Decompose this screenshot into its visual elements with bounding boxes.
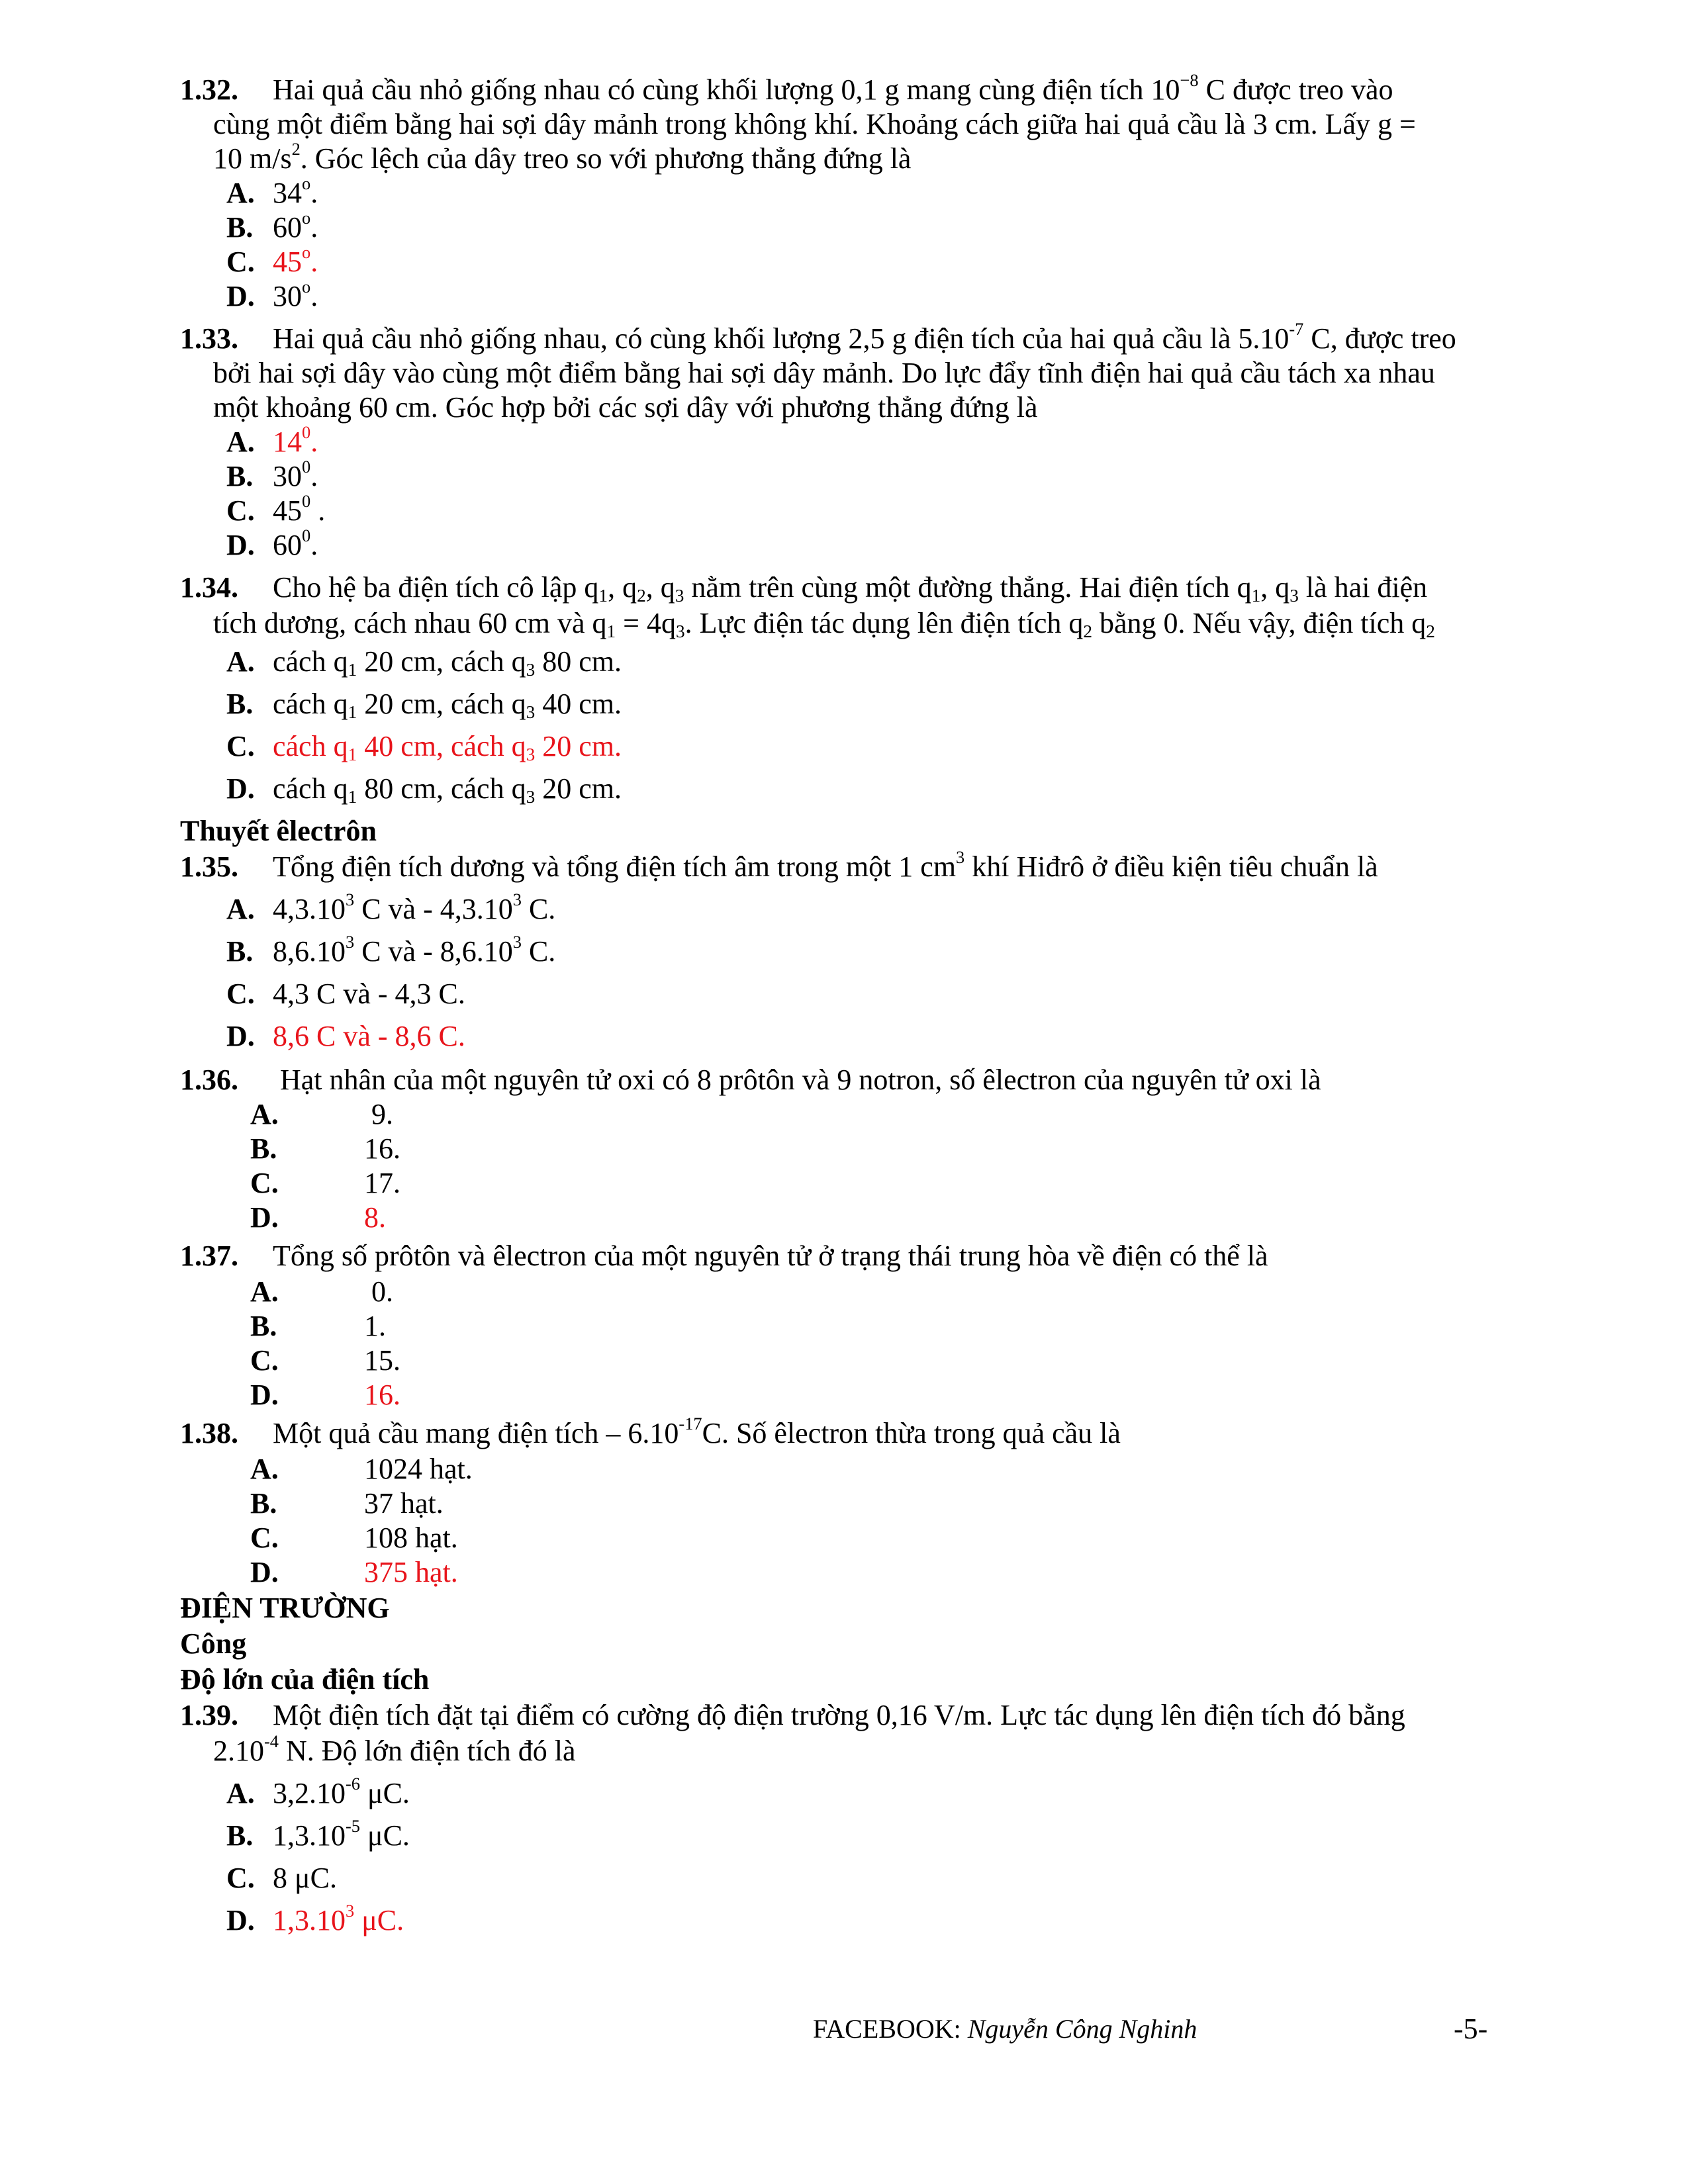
correct-answer: 8,6 C và - 8,6 C. xyxy=(273,1020,465,1052)
question-1-38-line1: 1.38. Một quả cầu mang điện tích – $6.10^{-17}C$. Số êlectron thừa trong quả cầu là xyxy=(180,1414,1121,1449)
question-1-35-line1: 1.35. Tổng điện tích dương và tổng điện tích âm trong một 1 $cm^3$ khí Hiđrô ở điều kiện tiêu chuẩn là xyxy=(180,847,1378,883)
option-c: C. 4,3 C và - 4,3 C. xyxy=(226,978,465,1010)
correct-answer: cách $q_1$ 40 cm, cách $q_3$ 20 cm. xyxy=(273,730,622,764)
correct-answer: 45$^o$. xyxy=(273,242,318,278)
question-1-32-line3: 10 $m/s^2$. Góc lệch của dây treo so với phương thẳng đứng là xyxy=(213,139,912,175)
question-number: 1.36. xyxy=(180,1064,238,1096)
option-a: A. 4,3.10$^3$ C và - 4,3.10$^3$ C. xyxy=(226,889,556,925)
section-heading: Công xyxy=(180,1627,247,1660)
option-b: B. $1,3.10^{-5}$ μC. xyxy=(226,1816,410,1852)
option-d: D. $60^0$. xyxy=(226,525,318,561)
section-heading: Thuyết êlectrôn xyxy=(180,815,377,847)
correct-answer: 16. xyxy=(364,1379,400,1411)
option-a: A. 34$^o$. xyxy=(226,173,318,209)
question-1-34-line2: tích dương, cách nhau 60 cm và $q_1 = 4q_3$. Lực điện tác dụng lên điện tích $q_2$ bằng 0. Nếu vậy, điện tích $q_2$ xyxy=(213,607,1435,641)
correct-answer: $14^0$. xyxy=(273,422,318,458)
option-d: D. cách $q_1$ 80 cm, cách $q_3$ 20 cm. xyxy=(226,772,622,807)
option-a: A. 0. xyxy=(250,1275,393,1308)
question-1-32-line1: 1.32. Hai quả cầu nhỏ giống nhau có cùng khối lượng 0,1 g mang cùng điện tích $10^{-8}$ C được treo vào xyxy=(180,70,1393,106)
option-b: B. $30^0$. xyxy=(226,457,318,492)
question-number: 1.34. xyxy=(180,571,238,604)
option-b: B. 1. xyxy=(250,1310,386,1342)
question-number: 1.33. xyxy=(180,322,238,355)
option-d: D. 30$^o$. xyxy=(226,277,318,312)
option-a: A. cách $q_1$ 20 cm, cách $q_3$ 80 cm. xyxy=(226,645,622,680)
option-a: A. 9. xyxy=(250,1098,393,1130)
page-number: -5- xyxy=(1454,2013,1488,2045)
option-c: C. $45^0$ . xyxy=(226,491,326,527)
option-a: A. $14^0$. xyxy=(226,422,318,458)
question-number: 1.39. xyxy=(180,1699,238,1731)
question-number: 1.38. xyxy=(180,1417,238,1449)
question-1-37-line1: 1.37. Tổng số prôtôn và êlectron của một nguyên tử ở trạng thái trung hòa về điện có thể là xyxy=(180,1240,1268,1272)
option-c: C. 45$^o$. xyxy=(226,242,318,278)
question-number: 1.32. xyxy=(180,73,238,106)
option-b: B. 37 hạt. xyxy=(250,1487,444,1520)
question-1-39-line2: $2.10^{-4}$ N. Độ lớn điện tích đó là xyxy=(213,1731,576,1767)
option-a: A. $3,2.10^{-6}$ μC. xyxy=(226,1774,410,1809)
question-1-36-line1: 1.36. Hạt nhân của một nguyên tử oxi có 8 prôtôn và 9 notron, số êlectron của nguyên tử oxi là xyxy=(180,1064,1321,1096)
question-1-32-line2: cùng một điểm bằng hai sợi dây mảnh trong không khí. Khoảng cách giữa hai quả cầu là 3 cm. Lấy g = xyxy=(213,108,1416,140)
footer-credit: FACEBOOK: Nguyễn Công Nghinh xyxy=(813,2014,1197,2044)
option-a: A. 1024 hạt. xyxy=(250,1453,473,1485)
option-c: C. 17. xyxy=(250,1167,400,1199)
correct-answer: 375 hạt. xyxy=(364,1556,458,1588)
option-c: C. cách $q_1$ 40 cm, cách $q_3$ 20 cm. xyxy=(226,730,622,764)
section-heading: Độ lớn của điện tích xyxy=(180,1663,430,1696)
chapter-heading: ĐIỆN TRƯỜNG xyxy=(180,1592,390,1624)
option-b: B. 16. xyxy=(250,1132,400,1165)
question-1-34-line1: 1.34. Cho hệ ba điện tích cô lập $q_1$, $q_2$, $q_3$ nằm trên cùng một đường thẳng. Hai điện tích $q_1$, $q_3$ là hai điện xyxy=(180,571,1428,606)
option-b: B. 8,6.10$^3$ C và - 8,6.10$^3$ C. xyxy=(226,932,556,968)
option-d: D. 8. xyxy=(250,1201,386,1234)
question-1-33-line3: một khoảng 60 cm. Góc hợp bởi các sợi dây với phương thẳng đứng là xyxy=(213,391,1038,424)
option-c: C. 108 hạt. xyxy=(250,1522,458,1554)
option-d: D. 8,6 C và - 8,6 C. xyxy=(226,1020,465,1052)
question-1-39-line1: 1.39. Một điện tích đặt tại điểm có cường độ điện trường 0,16 V/m. Lực tác dụng lên điện tích đó bằng xyxy=(180,1699,1405,1731)
question-1-33-line2: bởi hai sợi dây vào cùng một điểm bằng hai sợi dây mảnh. Do lực đẩy tĩnh điện hai quả cầu tách xa nhau xyxy=(213,357,1435,389)
correct-answer: 1,3.10$^3$ μC. xyxy=(273,1901,404,1936)
correct-answer: 8. xyxy=(364,1201,386,1234)
footer-author: Nguyễn Công Nghinh xyxy=(967,2014,1197,2044)
question-number: 1.37. xyxy=(180,1240,238,1272)
option-d: D. 1,3.10$^3$ μC. xyxy=(226,1901,404,1936)
question-number: 1.35. xyxy=(180,850,238,883)
option-b: B. 60$^o$. xyxy=(226,208,318,244)
option-d: D. 375 hạt. xyxy=(250,1556,458,1588)
option-c: C. 8 μC. xyxy=(226,1862,337,1894)
option-b: B. cách $q_1$ 20 cm, cách $q_3$ 40 cm. xyxy=(226,688,622,722)
option-c: C. 15. xyxy=(250,1344,400,1377)
question-1-33-line1: 1.33. Hai quả cầu nhỏ giống nhau, có cùng khối lượng 2,5 g điện tích của hai quả cầu là $5.10^{-7}$ C, được treo xyxy=(180,319,1456,355)
option-d: D. 16. xyxy=(250,1379,400,1411)
